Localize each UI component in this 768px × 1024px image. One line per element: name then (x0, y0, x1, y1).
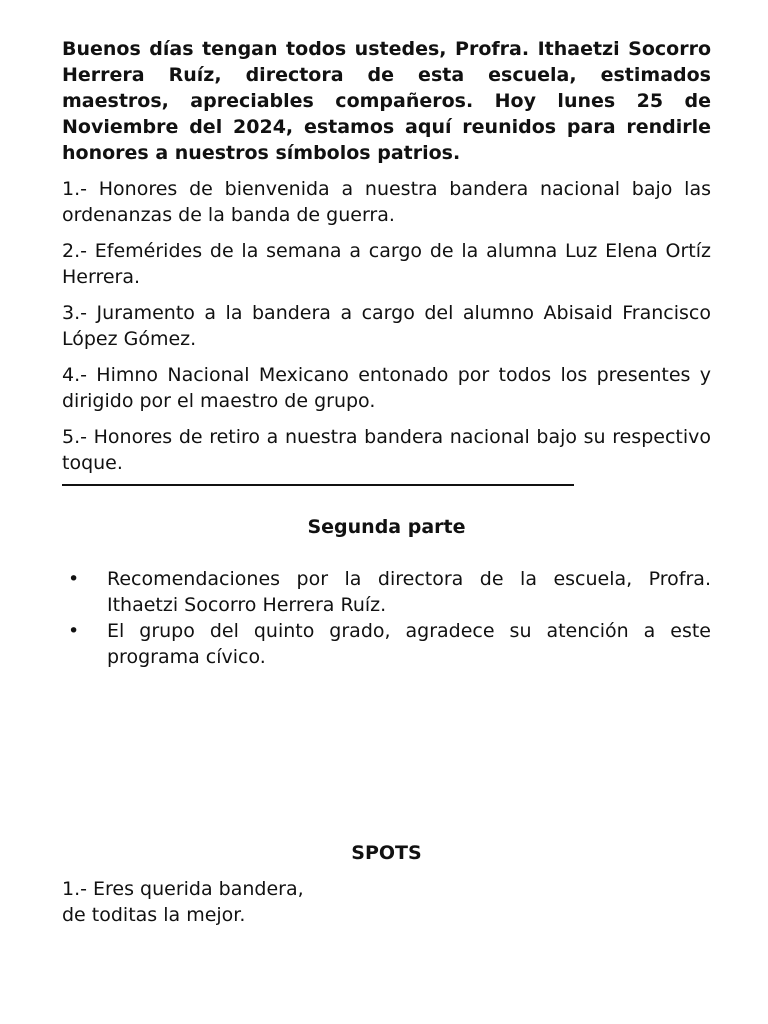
program-item-5: 5.- Honores de retiro a nuestra bandera nacional bajo su respectivo toque. (62, 426, 711, 474)
intro-paragraph: Buenos días tengan todos ustedes, Profra. Ithaetzi Socorro Herrera Ruíz, directora de esta escuela, estimados maestros, apreciables compañeros. Hoy lunes 25 de Noviembre del 2024, estamos aquí reunidos para rendirle honores a nuestros símbolos patrios. (62, 38, 711, 164)
horizontal-rule (62, 484, 574, 486)
document-page (62, 36, 711, 926)
bullet-item-text: Recomendaciones por la directora de la escuela, Profra. Ithaetzi Socorro Herrera Ruíz. (107, 568, 711, 616)
bullet-icon: • (68, 568, 80, 590)
program-item-1: 1.- Honores de bienvenida a nuestra bandera nacional bajo las ordenanzas de la banda de guerra. (62, 178, 711, 226)
bullet-item-text: El grupo del quinto grado, agradece su atención a este programa cívico. (107, 620, 711, 668)
spot-line-2: de toditas la mejor. (62, 904, 246, 926)
spots-title: SPOTS (351, 842, 422, 864)
program-item-2: 2.- Efemérides de la semana a cargo de la alumna Luz Elena Ortíz Herrera. (62, 240, 711, 288)
spot-1 (62, 876, 304, 928)
bullet-list (62, 566, 711, 670)
program-item-4: 4.- Himno Nacional Mexicano entonado por todos los presentes y dirigido por el maestro de grupo. (62, 364, 711, 412)
bullet-item-1 (62, 566, 711, 618)
bullet-item-2 (62, 618, 711, 670)
program-item-3: 3.- Juramento a la bandera a cargo del alumno Abisaid Francisco López Gómez. (62, 302, 711, 350)
section-title-segunda-parte: Segunda parte (307, 516, 466, 538)
spot-line-1: 1.- Eres querida bandera, (62, 878, 304, 900)
bullet-icon: • (68, 620, 80, 642)
